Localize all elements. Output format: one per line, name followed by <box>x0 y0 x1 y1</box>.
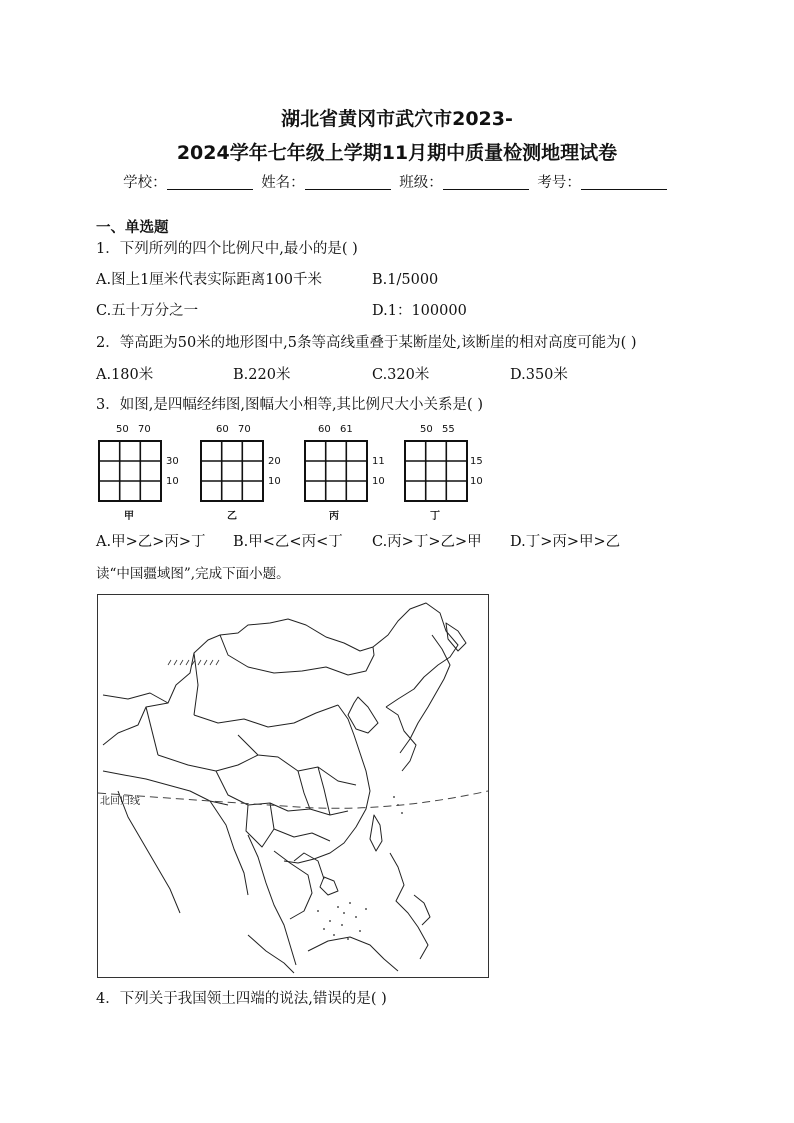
grid-label: 甲 <box>124 511 134 522</box>
exam-title-line2: 2024学年七年级上学期11月期中质量检测地理试卷 <box>176 142 618 164</box>
question-1-option-b[interactable]: B.1/5000 <box>372 272 439 288</box>
number-label: 考号： <box>537 175 581 191</box>
question-1-option-c[interactable]: C.五十万分之一 <box>96 303 199 319</box>
question-2-option-c[interactable]: C.320米 <box>372 367 430 383</box>
grid-lon-left: 50 <box>420 424 433 435</box>
grid-label: 乙 <box>227 511 237 522</box>
grid-lat-bottom: 10 <box>470 476 483 487</box>
grid-lat-top: 11 <box>372 456 385 467</box>
name-blank[interactable] <box>305 175 391 190</box>
grid-lat-bottom: 10 <box>372 476 385 487</box>
grid-lat-top: 30 <box>166 456 179 467</box>
grid-lon-right: 70 <box>238 424 251 435</box>
question-3-option-a[interactable]: A.甲>乙>丙>丁 <box>96 534 206 550</box>
grid-figure-bing <box>304 424 404 524</box>
grid-lat-bottom: 10 <box>268 476 281 487</box>
question-3-stem: 3．如图,是四幅经纬图,图幅大小相等,其比例尺大小关系是( ) <box>96 397 483 413</box>
grid-figure-ding <box>404 424 504 524</box>
grid-lon-left: 60 <box>216 424 229 435</box>
grid-figure-yi <box>200 424 300 524</box>
class-label: 班级： <box>399 175 443 191</box>
grid-figure-jia <box>98 424 198 524</box>
lat-lon-grid <box>304 440 368 502</box>
map-drawing <box>98 595 488 977</box>
grid-lon-right: 61 <box>340 424 353 435</box>
question-1-option-a[interactable]: A.图上1厘米代表实际距离100千米 <box>96 272 322 288</box>
number-blank[interactable] <box>581 175 667 190</box>
question-3-option-d[interactable]: D.丁>丙>甲>乙 <box>510 534 621 550</box>
question-2-option-b[interactable]: B.220米 <box>233 367 291 383</box>
question-1-option-d[interactable]: D.1：100000 <box>372 303 467 319</box>
question-2-option-d[interactable]: D.350米 <box>510 367 568 383</box>
grid-lon-left: 50 <box>116 424 129 435</box>
question-3-option-b[interactable]: B.甲<乙<丙<丁 <box>233 534 343 550</box>
class-blank[interactable] <box>443 175 529 190</box>
exam-title-line1: 湖北省黄冈市武穴市2023- <box>281 108 513 130</box>
grid-lat-top: 20 <box>268 456 281 467</box>
grid-label: 丁 <box>430 511 440 522</box>
grid-lat-top: 15 <box>470 456 483 467</box>
grid-lon-right: 55 <box>442 424 455 435</box>
china-territory-map <box>97 594 489 978</box>
question-4-stem: 4．下列关于我国领土四端的说法,错误的是( ) <box>96 991 387 1007</box>
student-info-line <box>0 171 794 192</box>
question-3-option-c[interactable]: C.丙>丁>乙>甲 <box>372 534 482 550</box>
reading-intro: 读“中国疆域图”,完成下面小题。 <box>96 566 290 582</box>
tropic-of-cancer-label: 北回归线 <box>100 796 140 807</box>
lat-lon-grid <box>98 440 162 502</box>
question-2-option-a[interactable]: A.180米 <box>96 367 154 383</box>
question-1-stem: 1．下列所列的四个比例尺中,最小的是( ) <box>96 241 358 257</box>
lat-lon-grid <box>200 440 264 502</box>
question-2-stem: 2．等高距为50米的地形图中,5条等高线重叠于某断崖处,该断崖的相对高度可能为( ) <box>96 335 637 351</box>
section-heading: 一、单选题 <box>96 220 169 236</box>
school-blank[interactable] <box>167 175 253 190</box>
grid-lon-left: 60 <box>318 424 331 435</box>
grid-lon-right: 70 <box>138 424 151 435</box>
grid-label: 丙 <box>329 511 339 522</box>
lat-lon-grid <box>404 440 468 502</box>
grid-lat-bottom: 10 <box>166 476 179 487</box>
name-label: 姓名： <box>261 175 305 191</box>
school-label: 学校： <box>123 175 167 191</box>
